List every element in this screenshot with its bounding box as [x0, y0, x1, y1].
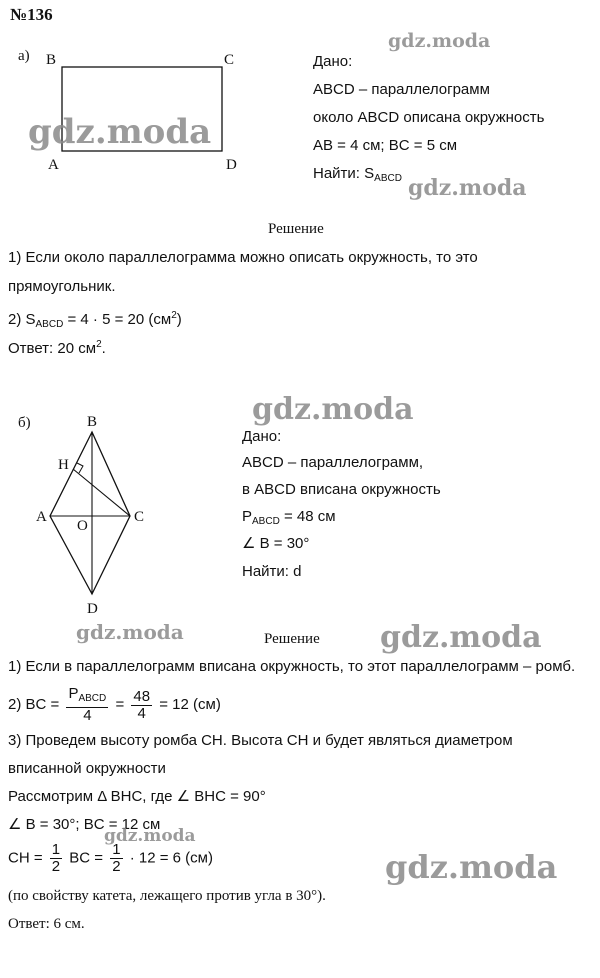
- part-b-label: б): [18, 415, 31, 431]
- step2-b-result: = 12 (см): [159, 695, 221, 713]
- find-a: [313, 165, 402, 188]
- half-num-1: 1: [51, 841, 61, 858]
- step2-a-prefix: 2) S: [8, 311, 36, 328]
- frac-den-4: 4: [83, 707, 92, 724]
- fraction-48-over-4: [131, 689, 152, 722]
- vertex-b-a: B: [46, 52, 57, 68]
- perim-prefix: P: [242, 508, 253, 525]
- step2-a-sub: ABCD: [35, 319, 64, 330]
- vertex-d-b: D: [87, 601, 98, 617]
- given-title-b: Дано:: [242, 428, 282, 445]
- perim-sub: ABCD: [252, 516, 280, 527]
- watermark-7: gdz.moda: [104, 826, 196, 846]
- vertex-c-b: C: [134, 509, 145, 525]
- problem-number: №136: [10, 5, 53, 24]
- answer-a-end: .: [101, 340, 106, 357]
- watermark-3: gdz.moda: [408, 175, 527, 201]
- step3-b-line2: вписанной окружности: [8, 760, 166, 777]
- frac-num-p: P: [68, 685, 79, 702]
- vertex-h-b: H: [58, 457, 69, 473]
- given-line-a-3: AB = 4 см; BC = 5 см: [313, 137, 458, 154]
- rhombus-figure: [30, 410, 170, 620]
- answer-b: Ответ: 6 см.: [8, 916, 85, 932]
- vertex-b-b: B: [87, 414, 98, 430]
- step1-a-line2: прямоугольник.: [8, 278, 116, 295]
- answer-a-prefix: Ответ: 20 см: [8, 340, 97, 357]
- property-note: (по свойству катета, лежащего против угла в 30°).: [8, 888, 326, 904]
- watermark-6: gdz.moda: [380, 620, 542, 655]
- rectangle-figure: [30, 45, 260, 175]
- half-den-1: 2: [51, 858, 61, 875]
- step2-b-prefix: 2) BC =: [8, 695, 60, 713]
- fraction-p-over-4: [66, 686, 108, 724]
- fraction-half-1: [50, 842, 62, 875]
- given-line-a-2: около ABCD описана окружность: [313, 109, 545, 126]
- watermark-8: gdz.moda: [385, 848, 558, 886]
- solution-title-a: Решение: [268, 221, 324, 237]
- frac-den-4b: 4: [137, 704, 146, 722]
- consider-triangle: Рассмотрим Δ BHC, где ∠ BHC = 90°: [8, 788, 266, 805]
- ch-prefix: CH =: [8, 849, 43, 867]
- vertex-d-a: D: [226, 157, 237, 173]
- given-title-a: Дано:: [313, 53, 353, 70]
- step3-b-line1: 3) Проведем высоту ромба CH. Высота CH и будет являться диаметром: [8, 732, 513, 749]
- answer-a: [8, 336, 106, 358]
- step1-a-line1: 1) Если около параллелограмма можно описать окружность, то это: [8, 249, 478, 266]
- frac-num-sub: ABCD: [78, 693, 107, 704]
- frac-num-48: 48: [133, 687, 151, 705]
- watermark-2: gdz.moda: [28, 112, 212, 152]
- vertex-c-a: C: [224, 52, 235, 68]
- answer-a-sup: 2: [96, 339, 102, 350]
- step2-a-sup: 2: [171, 310, 177, 321]
- watermark-1: gdz.moda: [388, 30, 491, 52]
- height-ch: [73, 469, 130, 516]
- ch-end: · 12 = 6 (см): [129, 849, 213, 867]
- step2-b-eq: =: [115, 695, 125, 713]
- vertex-o-b: O: [77, 518, 88, 534]
- fraction-half-2: [110, 842, 122, 875]
- step1-b: 1) Если в параллелограмм вписана окружность, то этот параллелограмм – ромб.: [8, 658, 576, 675]
- step2-a-end: ): [176, 311, 182, 328]
- half-num-2: 1: [112, 841, 121, 858]
- solution-title-b: Решение: [264, 631, 320, 647]
- given-line-b-1: ABCD – параллелограмм,: [242, 454, 424, 471]
- vertex-a-b: A: [36, 509, 47, 525]
- step2-a: [8, 307, 182, 334]
- angle-b: ∠ B = 30°: [242, 535, 310, 552]
- find-a-sub: ABCD: [374, 173, 402, 184]
- given-values-b: ∠ B = 30°; BC = 12 см: [8, 816, 161, 833]
- find-a-prefix: Найти: S: [313, 165, 375, 182]
- right-angle-mark: [77, 463, 83, 473]
- part-a-label: а): [18, 48, 30, 64]
- half-den-2: 2: [112, 858, 121, 875]
- given-line-b-2: в ABCD вписана окружность: [242, 481, 441, 498]
- ch-equation: [8, 842, 213, 875]
- find-b: Найти: d: [242, 563, 302, 580]
- watermark-5: gdz.moda: [76, 620, 184, 644]
- perimeter-b: [242, 508, 336, 531]
- step2-a-rest: = 4 · 5 = 20 (см: [63, 311, 172, 328]
- given-line-a-1: ABCD – параллелограмм: [313, 81, 490, 98]
- step2-b: [8, 686, 221, 724]
- perim-rest: = 48 см: [279, 508, 336, 525]
- vertex-a-a: A: [48, 157, 59, 173]
- ch-mid: BC =: [69, 849, 104, 867]
- watermark-4: gdz.moda: [252, 392, 414, 427]
